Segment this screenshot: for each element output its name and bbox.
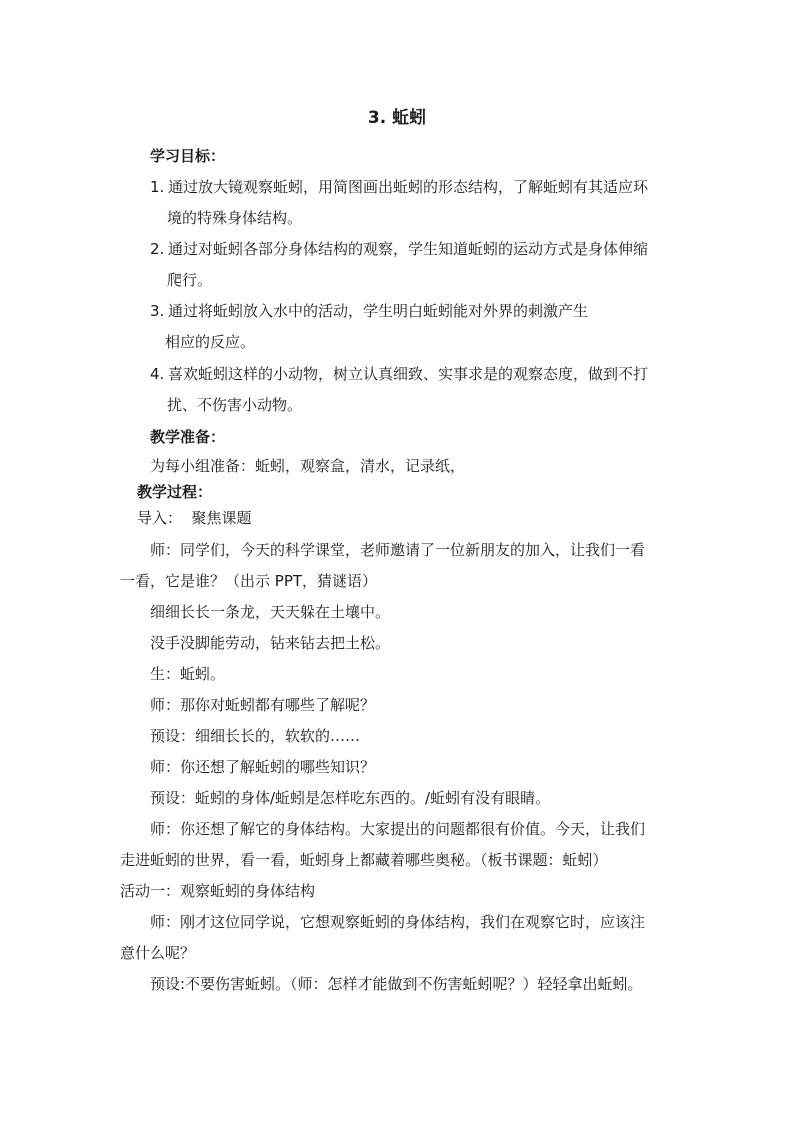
goals-heading: 学习目标： [150, 147, 226, 165]
body-line: 走进蚯蚓的世界，看一看，蚯蚓身上都藏着哪些奥秘。（板书课题：蚯蚓） [120, 851, 608, 869]
prep-text: 为每小组准备：蚯蚓，观察盒，清水，记录纸， [150, 457, 466, 475]
body-line: 意什么呢？ [120, 944, 196, 962]
goal-1-num: 1. [150, 178, 165, 196]
body-line: 师：同学们，今天的科学课堂，老师邀请了一位新朋友的加入，让我们一看 [150, 541, 646, 559]
prep-heading: 教学准备： [150, 428, 226, 446]
body-line: 师：你还想了解它的身体结构。大家提出的问题都很有价值。今天，让我们 [150, 820, 646, 838]
body-line: 细细长长一条龙，天天躲在土壤中。 [150, 603, 391, 621]
body-line: 师：你还想了解蚯蚓的哪些知识？ [150, 758, 376, 776]
body-line: 一看，它是谁？（出示 PPT，猜谜语） [120, 572, 378, 590]
goal-3-cont: 相应的反应。 [165, 333, 256, 351]
body-line: 生：蚯蚓。 [150, 665, 226, 683]
goal-2-text: 通过对蚯蚓各部分身体结构的观察，学生知道蚯蚓的运动方式是身体伸缩 [168, 240, 649, 258]
goal-1-text: 通过放大镜观察蚯蚓，用简图画出蚯蚓的形态结构，了解蚯蚓有其适应环 [168, 178, 649, 196]
body-line: 预设：细细长长的，软软的…… [150, 727, 361, 745]
goal-1-cont: 境的特殊身体结构。 [167, 209, 303, 227]
goal-2-num: 2. [150, 240, 165, 258]
goal-4-text: 喜欢蚯蚓这样的小动物，树立认真细致、实事求是的观察态度，做到不打 [168, 365, 649, 383]
section-heading: 活动一：观察蚯蚓的身体结构 [120, 882, 316, 900]
body-line: 预设:不要伤害蚯蚓。（师：怎样才能做到不伤害蚯蚓呢？）轻轻拿出蚯蚓。 [150, 975, 643, 993]
body-line: 师：那你对蚯蚓都有哪些了解呢？ [150, 696, 376, 714]
page-title: 3. 蚯蚓 [367, 108, 427, 128]
intro-line: 导入： 聚焦课题 [137, 509, 252, 527]
body-line: 预设：蚯蚓的身体/蚯蚓是怎样吃东西的。/蚯蚓有没有眼睛。 [150, 789, 551, 807]
goal-2-cont: 爬行。 [167, 271, 213, 289]
body-line: 没手没脚能劳动，钻来钻去把土松。 [150, 634, 391, 652]
process-heading: 教学过程： [137, 483, 213, 501]
goal-3-text: 通过将蚯蚓放入水中的活动，学生明白蚯蚓能对外界的刺激产生 [168, 302, 589, 320]
body-line: 师：刚才这位同学说，它想观察蚯蚓的身体结构，我们在观察它时，应该注 [150, 913, 646, 931]
goal-4-num: 4. [150, 365, 165, 383]
goal-3-num: 3. [150, 302, 165, 320]
goal-4-cont: 扰、不伤害小动物。 [167, 396, 303, 414]
